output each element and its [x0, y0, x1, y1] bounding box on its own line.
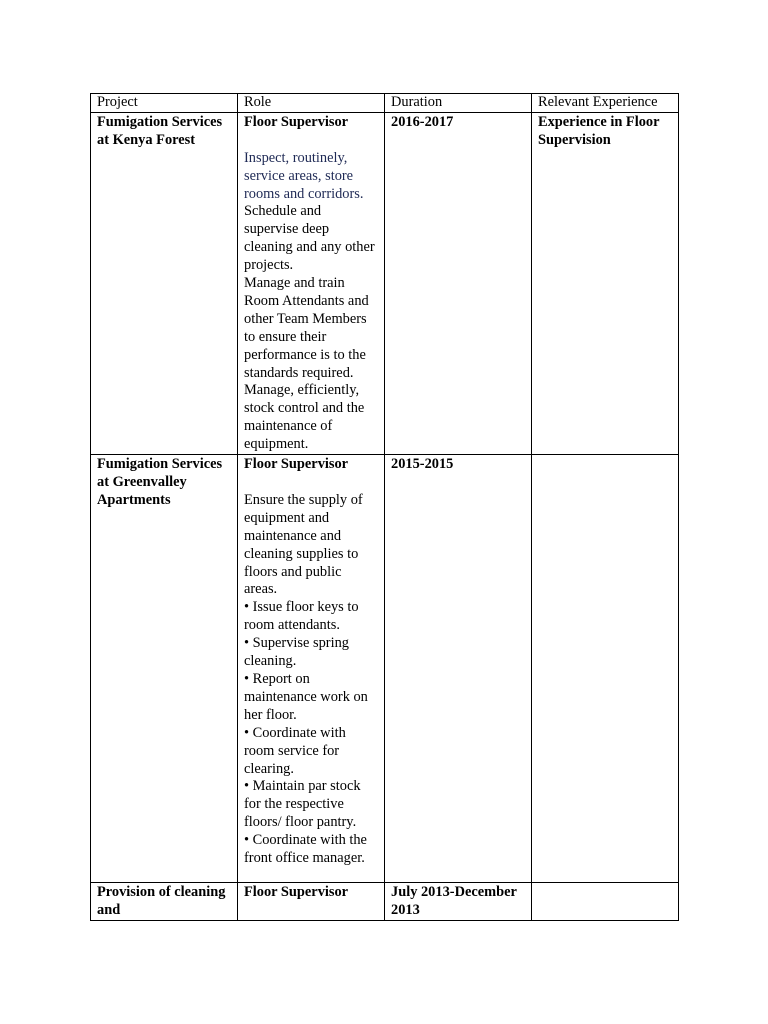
role-line: • Coordinate with room service for clearing.: [244, 724, 346, 777]
project-table-container: [90, 93, 678, 921]
role-line: Schedule and supervise deep cleaning and any other projects.: [244, 203, 375, 274]
spacer: [244, 132, 378, 150]
table-row: [91, 112, 679, 454]
project-cell: Fumigation Services at Greenvalley Apartments: [91, 455, 238, 883]
duration-cell: July 2013-December 2013: [385, 882, 532, 920]
experience-cell: [532, 882, 679, 920]
experience-cell: Experience in Floor Supervision: [532, 112, 679, 454]
role-line: • Supervise spring cleaning.: [244, 635, 349, 670]
project-cell: Fumigation Services at Kenya Forest: [91, 112, 238, 454]
role-line: Inspect, routinely, service areas, store rooms and corridors.: [244, 149, 364, 202]
header-duration: Duration: [385, 94, 532, 113]
role-title: Floor Supervisor: [244, 113, 349, 130]
table-row: [91, 882, 679, 920]
role-line: • Maintain par stock for the respective floors/ floor pantry.: [244, 778, 361, 831]
role-line: • Report on maintenance work on her floor.: [244, 670, 368, 723]
role-line: Manage, efficiently, stock control and the maintenance of equipment.: [244, 382, 365, 453]
spacer: [244, 474, 378, 492]
experience-cell: [532, 455, 679, 883]
role-cell: Floor Supervisor: [238, 882, 385, 920]
role-line: Manage and train Room Attendants and other Team Members to ensure their performance is to the standards required.: [244, 275, 369, 381]
project-table: [90, 93, 679, 921]
role-cell: [238, 455, 385, 883]
role-line: • Coordinate with the front office manager.: [244, 832, 367, 867]
role-cell: [238, 112, 385, 454]
role-line: • Issue floor keys to room attendants.: [244, 599, 359, 634]
duration-cell: 2016-2017: [385, 112, 532, 454]
header-project: Project: [91, 94, 238, 113]
duration-cell: 2015-2015: [385, 455, 532, 883]
table-row: [91, 455, 679, 883]
role-line: Ensure the supply of equipment and maintenance and cleaning supplies to floors and public areas.: [244, 491, 363, 598]
project-cell: Provision of cleaning and: [91, 882, 238, 920]
header-relevant-experience: Relevant Experience: [532, 94, 679, 113]
role-title: Floor Supervisor: [244, 456, 349, 473]
table-header-row: [91, 94, 679, 113]
header-role: Role: [238, 94, 385, 113]
